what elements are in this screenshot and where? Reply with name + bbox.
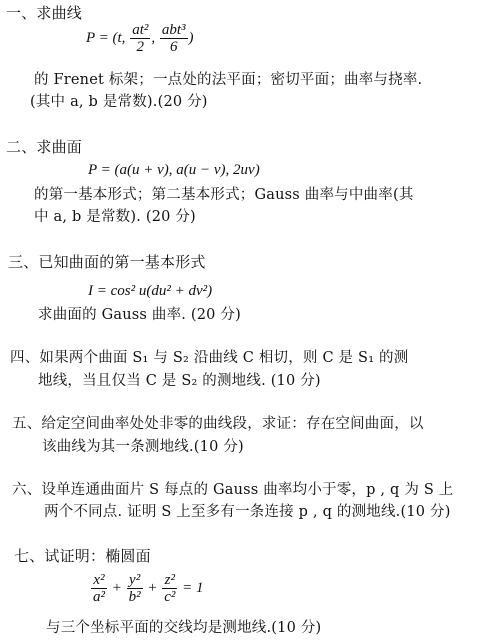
problem-7-line-1: 与三个坐标平面的交线均是测地线.(10 分) [46,620,322,636]
problem-1-heading: 一、求曲线 [6,4,83,22]
problem-5-line-1: 五、给定空间曲率处处非零的曲线段，求证：存在空间曲面，以 [12,416,424,432]
problem-1-formula: P = (t, $\frac{\text{at²}}{2}$ , $\frac{\text{abt³}}{6}$ ) [86,22,194,55]
problem-3-heading: 三、已知曲面的第一基本形式 [8,253,206,271]
problem-7-heading: 七、试证明：椭圆面 [14,547,151,565]
problem-7-formula: $\frac{\text{x²}}{\text{a²}}$ + $\frac{\text{y²}}{\text{b²}}$ + $\frac{\text{z²}}{\text{c²}}$ = 1 [93,572,204,605]
problem-3-line-1: 求曲面的 Gauss 曲率. (20 分) [38,307,241,323]
problem-4-line-1: 四、如果两个曲面 S₁ 与 S₂ 沿曲线 C 相切，则 C 是 S₁ 的测 [10,350,409,366]
problem-2-line-1: 的第一基本形式；第二基本形式；Gauss 曲率与中曲率(其 [34,187,414,203]
problem-3-formula: I = cos² u(du² + dv²) [88,283,213,299]
problem-4-line-2: 地线，当且仅当 C 是 S₂ 的测地线. (10 分) [38,373,321,389]
problem-1-line-2: (其中 a, b 是常数).(20 分) [30,94,208,110]
problem-6-line-2: 两个不同点. 证明 S 上至多有一条连接 p , q 的测地线.(10 分) [44,504,451,520]
problem-5-line-2: 该曲线为其一条测地线.(10 分) [42,439,244,455]
problem-2-formula: P = (a(u + v), a(u − v), 2uv) [88,162,260,178]
problem-2-line-2: 中 a, b 是常数). (20 分) [34,209,196,225]
problem-2-heading: 二、求曲面 [6,138,83,156]
problem-1-line-1: 的 Frenet 标架；一点处的法平面；密切平面；曲率与挠率. [34,72,423,88]
problem-6-line-1: 六、设单连通曲面片 S 每点的 Gauss 曲率均小于零，p , q 为 S 上 [12,482,454,498]
